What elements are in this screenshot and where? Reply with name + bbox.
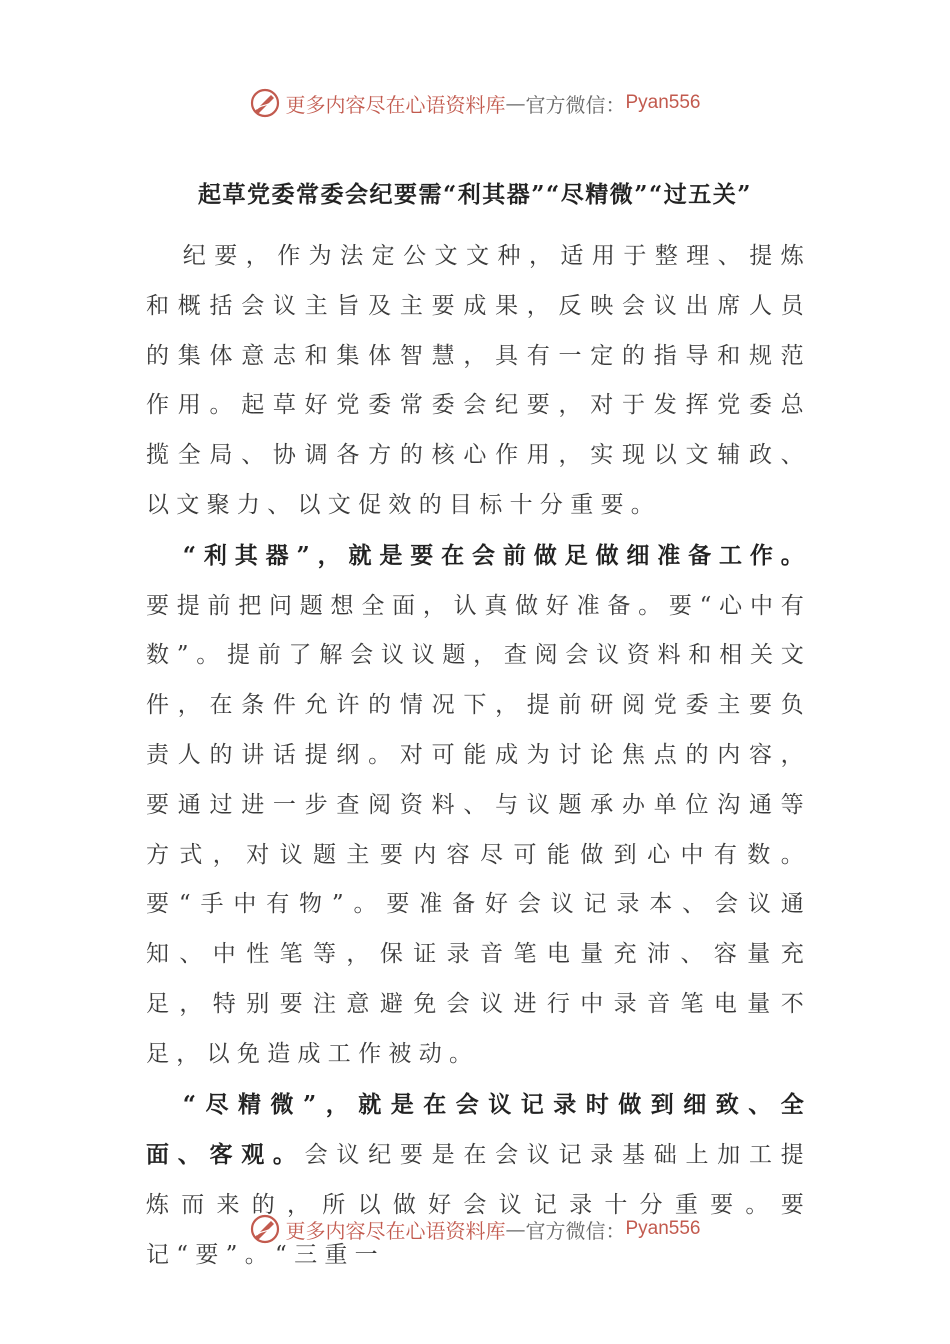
watermark-dash: — — [505, 91, 526, 115]
watermark-wechat-label: 官方微信： — [525, 1218, 626, 1243]
watermark-wechat-id: Pyan556 — [625, 1218, 701, 1239]
paragraph-text: 要提前把问题想全面，认真做好准备。要“心中有数”。提前了解会议议题，查阅会议资料和相关文件，在条件允许的情况下，提前研阅党委主要负责人的讲话提纲。对可能成为讨论焦点的内容，要通过进一步查阅资料、与议题承办单位沟通等方式，对议题主要内容尽可能做到心中有数。要“手中有物”。要准备好会议记录本、会议通知、中性笔等，保证录音笔电量充沛、容量充足，特别要注意避免会议进行中录音笔电量不足，以免造成工作被动。 — [146, 592, 811, 1067]
watermark-site-text: 更多内容尽在心语资料库 — [285, 1218, 506, 1243]
watermark-wechat-id: Pyan556 — [625, 92, 701, 113]
paragraph-jin-jing-wei — [146, 1080, 811, 1281]
paragraph-heading: “利其器”，就是要在会前做足做细准备工作。 — [182, 541, 811, 569]
pen-logo-icon — [249, 1213, 281, 1245]
header-watermark — [0, 85, 950, 121]
paragraph-li-qi-qi — [146, 531, 811, 1080]
paragraph-text: 会议纪要是在会议记录基础上加工提炼而来的，所以做好会议记录十分重要。要记“要”。“三重一 — [146, 1142, 811, 1268]
paragraph-intro: 纪要，作为法定公文文种，适用于整理、提炼和概括会议主旨及主要成果，反映会议出席人员的集体意志和集体智慧，具有一定的指导和规范作用。起草好党委常委会纪要，对于发挥党委总揽全局、协调各方的核心作用，实现以文辅政、以文聚力、以文促效的目标十分重要。 — [146, 243, 811, 518]
pen-logo-icon — [249, 87, 281, 119]
watermark-dash: — — [505, 1217, 526, 1241]
watermark-wechat-label: 官方微信： — [525, 92, 626, 117]
footer-watermark — [0, 1211, 950, 1247]
paragraph-heading: “尽精微”，就是在会议记录时做到细致、全面、客观。 — [146, 1090, 811, 1169]
watermark-site-text: 更多内容尽在心语资料库 — [285, 92, 506, 117]
document-title: 起草党委常委会纪要需“利其器”“尽精微”“过五关” — [198, 181, 752, 208]
document-body — [146, 232, 811, 1281]
